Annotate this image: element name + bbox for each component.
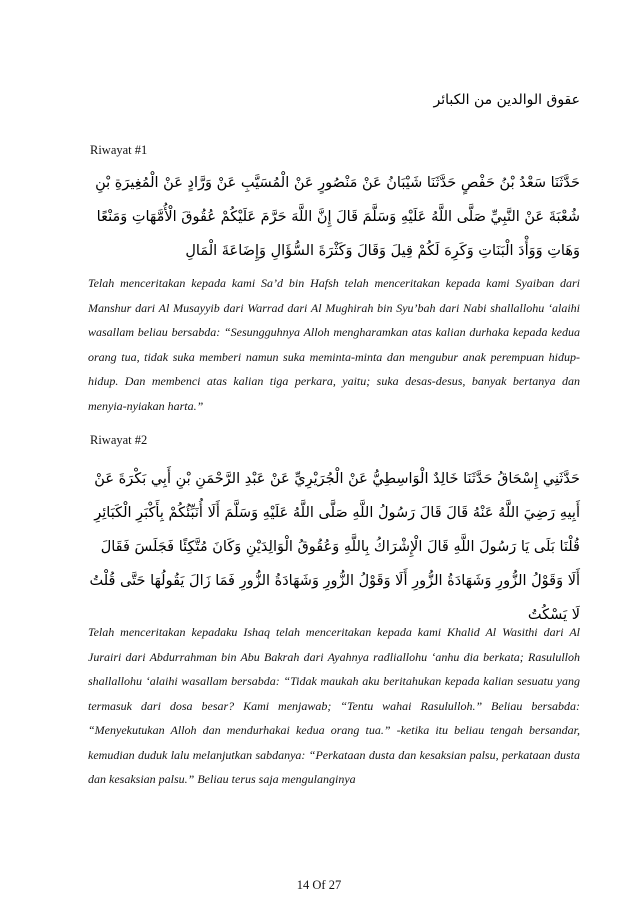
- chapter-title: عقوق الوالدين من الكبائر: [433, 92, 580, 108]
- page-number: 14 Of 27: [296, 878, 342, 892]
- riwayat-1-translation: Telah menceritakan kepada kami Sa’d bin Hafsh telah menceritakan kepada kami Syaiban dari Manshur dari Al Musayyib dari Warrad dari Al Mughirah bin Syu’bah dari Nabi shallallohu ‘alaihi wasallam beliau bersabda: “Sesungguhnya Alloh mengharamkan atas kalian durhaka kepada kedua orang tua, tidak suka memberi namun suka meminta-minta dan mengubur anak perempuan hidup-hidup. Dan membenci atas kalian tiga perkara, yaitu; suka desas-desus, banyak bertanya dan menyia-nyiakan harta.”: [88, 276, 580, 413]
- riwayat-1-arabic-text: حَدَّثَنَا سَعْدُ بْنُ حَفْصٍ حَدَّثَنَا شَيْبَانُ عَنْ مَنْصُورٍ عَنْ الْمُسَيَّبِ عَنْ وَرَّادٍ عَنْ الْمُغِيرَةِ بْنِ شُعْبَةَ عَنْ النَّبِيِّ صَلَّى اللَّهُ عَلَيْهِ وَسَلَّمَ قَالَ إِنَّ اللَّهَ حَرَّمَ عَلَيْكُمْ عُقُوقَ الْأُمَّهَاتِ وَمَنْعًا وَهَاتِ وَوَأْدَ الْبَنَاتِ وَكَرِهَ لَكُمْ قِيلَ وَقَالَ وَكَثْرَةَ السُّؤَالِ وَإِضَاعَةَ الْمَالِ: [95, 175, 580, 259]
- riwayat-2-label: Riwayat #2: [90, 433, 148, 447]
- riwayat-2-translation: Telah menceritakan kepadaku Ishaq telah menceritakan kepada kami Khalid Al Wasithi dari Al Jurairi dari Abdurrahman bin Abu Bakrah dari Ayahnya radliallohu ‘anhu dia berkata; Rasululloh shallallohu ‘alaihi wasallam bersabda: “Tidak maukah aku beritahukan kepada kalian sesuatu yang termasuk dari dosa besar? Kami menjawab; “Tentu wahai Rasululloh.” Beliau bersabda: “Menyekutukan Alloh dan mendurhakai kedua orang tua.” -ketika itu beliau tengah bersandar, kemudian duduk lalu melanjutkan sabdanya: “Perkataan dusta dan kesaksian palsu, perkataan dusta dan kesaksian palsu.” Beliau terus saja mengulanginya: [88, 625, 580, 786]
- riwayat-2-arabic-text: حَدَّثَنِي إِسْحَاقُ حَدَّثَنَا خَالِدٌ الْوَاسِطِيُّ عَنْ الْجُرَيْرِيِّ عَنْ عَبْدِ الرَّحْمَنِ بْنِ أَبِي بَكْرَةَ عَنْ أَبِيهِ رَضِيَ اللَّهُ عَنْهُ قَالَ قَالَ رَسُولُ اللَّهِ صَلَّى اللَّهُ عَلَيْهِ وَسَلَّمَ أَلَا أُنَبِّئُكُمْ بِأَكْبَرِ الْكَبَائِرِ قُلْنَا بَلَى يَا رَسُولَ اللَّهِ قَالَ الْإِشْرَاكُ بِاللَّهِ وَعُقُوقُ الْوَالِدَيْنِ وَكَانَ مُتَّكِئًا فَجَلَسَ فَقَالَ أَلَا وَقَوْلُ الزُّورِ وَشَهَادَةُ الزُّورِ أَلَا وَقَوْلُ الزُّورِ وَشَهَادَةُ الزُّورِ فَمَا زَالَ يَقُولُهَا حَتَّى قُلْتُ لَا يَسْكُتُ: [89, 471, 580, 623]
- riwayat-1-label: Riwayat #1: [90, 143, 148, 157]
